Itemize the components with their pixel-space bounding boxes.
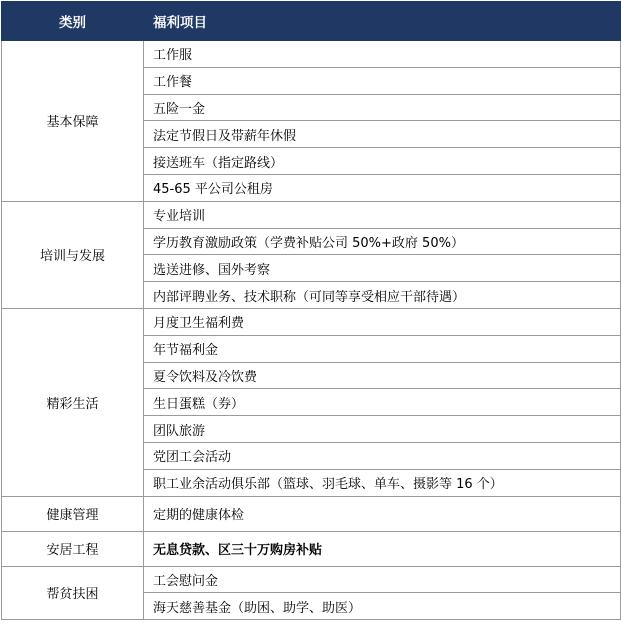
item-cell: 工作餐 xyxy=(144,67,621,94)
item-cell: 夏令饮料及冷饮费 xyxy=(144,362,621,389)
item-cell: 定期的健康体检 xyxy=(144,496,621,531)
category-cell-training: 培训与发展 xyxy=(2,201,144,308)
item-cell: 职工业余活动俱乐部（篮球、羽毛球、单车、摄影等 16 个） xyxy=(144,469,621,496)
item-cell: 海天慈善基金（助困、助学、助医） xyxy=(144,593,621,620)
table-row xyxy=(2,531,621,566)
item-cell: 选送进修、国外考察 xyxy=(144,255,621,282)
item-cell: 无息贷款、区三十万购房补贴 xyxy=(144,531,621,566)
category-cell-poverty-relief: 帮贫扶困 xyxy=(2,566,144,620)
table-row xyxy=(2,496,621,531)
item-cell: 学历教育激励政策（学费补贴公司 50%+政府 50%） xyxy=(144,228,621,255)
item-cell: 月度卫生福利费 xyxy=(144,308,621,335)
category-cell-housing: 安居工程 xyxy=(2,531,144,566)
item-cell: 45-65 平公司公租房 xyxy=(144,174,621,201)
item-cell: 党团工会活动 xyxy=(144,442,621,469)
item-cell: 专业培训 xyxy=(144,201,621,228)
item-cell: 法定节假日及带薪年休假 xyxy=(144,121,621,148)
item-cell: 工作服 xyxy=(144,41,621,68)
category-cell-health: 健康管理 xyxy=(2,496,144,531)
header-item: 福利项目 xyxy=(144,2,621,41)
benefits-table xyxy=(1,1,621,620)
table-row xyxy=(2,308,621,335)
category-cell-life: 精彩生活 xyxy=(2,308,144,496)
item-cell: 工会慰问金 xyxy=(144,566,621,593)
table-row xyxy=(2,41,621,68)
item-cell: 内部评聘业务、技术职称（可同等享受相应干部待遇） xyxy=(144,282,621,309)
category-cell-basic: 基本保障 xyxy=(2,41,144,202)
header-row xyxy=(2,2,621,41)
table-row xyxy=(2,566,621,593)
item-cell: 接送班车（指定路线） xyxy=(144,148,621,175)
item-cell: 五险一金 xyxy=(144,94,621,121)
item-cell: 年节福利金 xyxy=(144,335,621,362)
table-row xyxy=(2,201,621,228)
item-cell: 生日蛋糕（券） xyxy=(144,389,621,416)
item-cell: 团队旅游 xyxy=(144,416,621,443)
header-category: 类别 xyxy=(2,2,144,41)
